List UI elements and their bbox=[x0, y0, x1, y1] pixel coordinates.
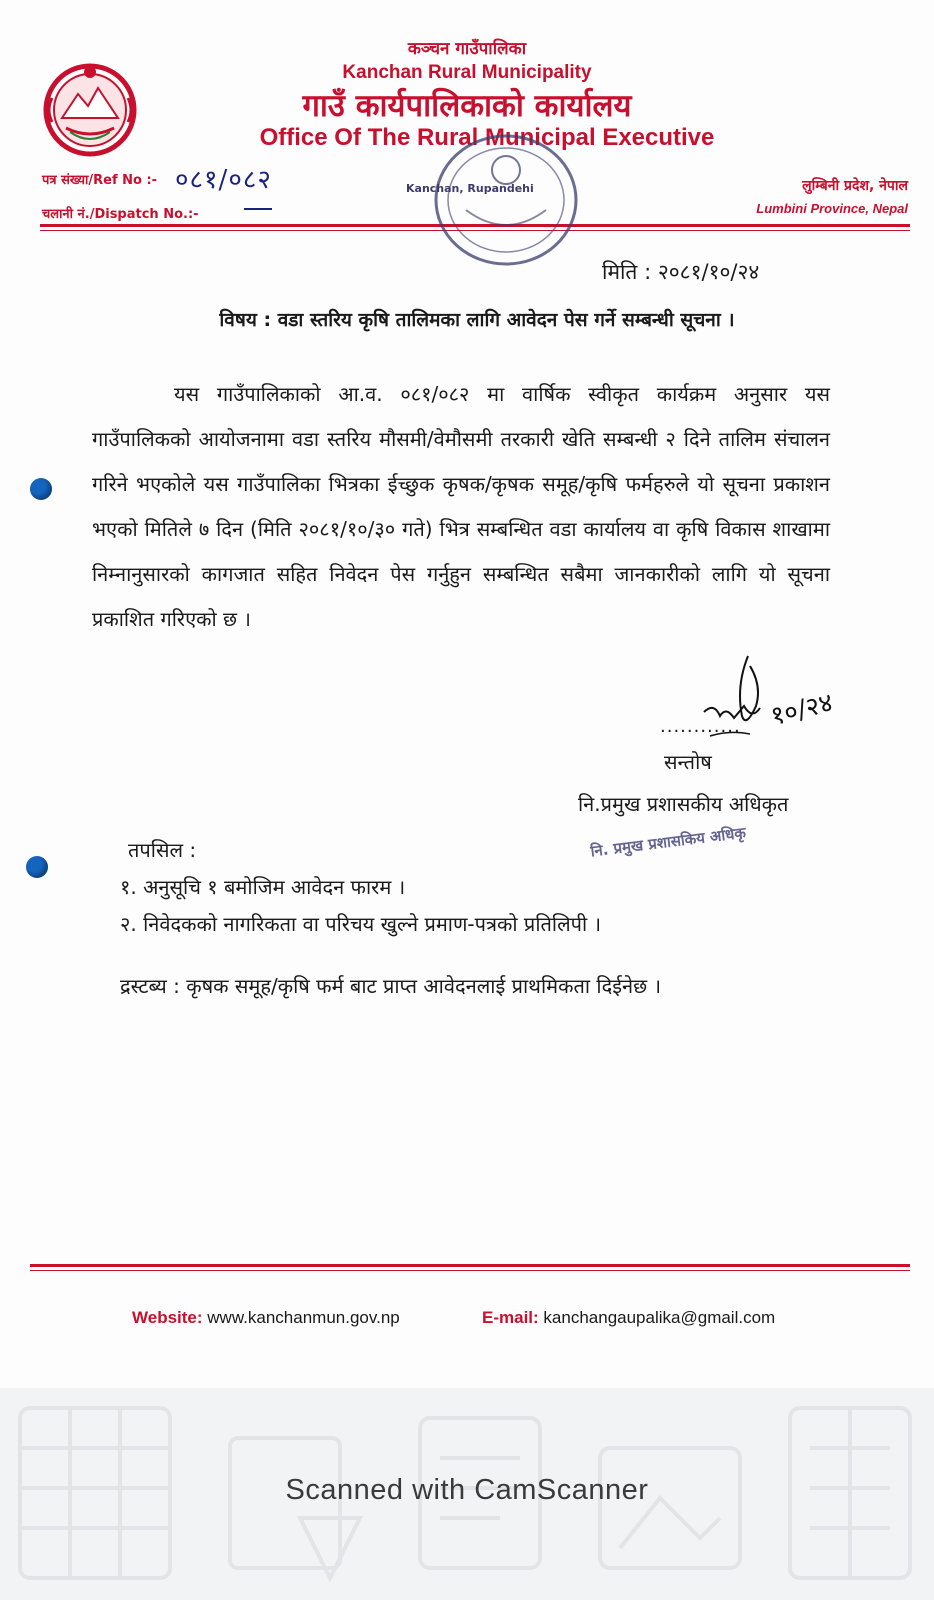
province-np: लुम्बिनी प्रदेश, नेपाल bbox=[802, 178, 908, 194]
footer-rule-bottom bbox=[30, 1270, 910, 1271]
letter-body-text: यस गाउँपालिकाको आ.व. ०८१/०८२ मा वार्षिक स्वीकृत कार्यक्रम अनुसार यस गाउँपालिकको आयोजनामा वडा स्तरिय मौसमी/वेमौसमी तरकारी खेति सम्बन्धी २ दिने तालिम संचालन गरिने भएकोले यस गाउँपालिका भित्रका ईच्छुक कृषक/कृषक समूह/कृषि फर्महरुले यो सूचना प्रकाशन भएको मितिले ७ दिन (मिति २०८१/१०/३० गते) भित्र सम्बन्धित वडा कार्यालय वा कृषि विकास शाखामा निम्नानुसारको कागजात सहित निवेदन पेस गर्नुहुन सम्बन्धित सबैमा जानकारीको लागि यो सूचना प्रकाशित गरिएको छ । bbox=[92, 382, 830, 631]
enclosure-item: १. अनुसूचि १ बमोजिम आवेदन फारम । bbox=[120, 875, 406, 899]
ref-no-value: ०८१/०८२ bbox=[175, 165, 272, 195]
stamp-text: Kanchan, Rupandehi bbox=[406, 182, 534, 195]
letter-date: मिति : २०८१/१०/२४ bbox=[602, 260, 760, 284]
footer-rule-top bbox=[30, 1264, 910, 1267]
office-name-en: Office Of The Rural Municipal Executive bbox=[259, 124, 715, 151]
ref-no-label: पत्र संख्या/Ref No :- bbox=[42, 173, 158, 188]
letter-body bbox=[92, 372, 830, 642]
signature-handwritten-date: १०/२४ bbox=[767, 687, 837, 733]
footer-email bbox=[482, 1308, 775, 1328]
website-url[interactable]: www.kanchanmun.gov.np bbox=[207, 1308, 400, 1327]
signatory-name: सन्तोष bbox=[664, 750, 712, 774]
email-address[interactable]: kanchangaupalika@gmail.com bbox=[543, 1308, 776, 1327]
enclosure-item: २. निवेदकको नागरिकता वा परिचय खुल्ने प्रमाण-पत्रको प्रतिलिपी । bbox=[120, 912, 602, 936]
municipality-name-np: कञ्चन गाउँपालिका bbox=[407, 39, 527, 59]
website-label: Website: bbox=[132, 1308, 203, 1327]
municipality-name-en: Kanchan Rural Municipality bbox=[342, 62, 592, 83]
signatory-title: नि.प्रमुख प्रशासकीय अधिकृत bbox=[578, 792, 789, 816]
signature-dots: ............ bbox=[660, 716, 741, 737]
dispatch-dash bbox=[244, 208, 272, 210]
email-label: E-mail: bbox=[482, 1308, 539, 1327]
enclosures-heading: तपसिल : bbox=[128, 838, 197, 862]
footer-website bbox=[132, 1308, 400, 1328]
signatory-stamp: नि. प्रमुख प्रशासकिय अधिकृ bbox=[589, 823, 747, 861]
punch-hole-icon bbox=[30, 478, 52, 500]
punch-hole-icon bbox=[26, 856, 48, 878]
office-name-np: गाउँ कार्यपालिकाको कार्यालय bbox=[302, 88, 632, 124]
office-stamp-icon bbox=[426, 130, 586, 280]
camscanner-watermark: Scanned with CamScanner bbox=[285, 1474, 649, 1506]
letter-subject: विषय : वडा स्तरिय कृषि तालिमका लागि आवेदन पेस गर्ने सम्बन्धी सूचना । bbox=[219, 309, 735, 331]
enclosures-note: द्रस्टब्य : कृषक समूह/कृषि फर्म बाट प्राप्त आवेदनलाई प्राथमिकता दिईनेछ । bbox=[120, 974, 662, 998]
dispatch-no-label: चलानी नं./Dispatch No.:- bbox=[42, 207, 199, 222]
province-en: Lumbini Province, Nepal bbox=[756, 201, 908, 216]
